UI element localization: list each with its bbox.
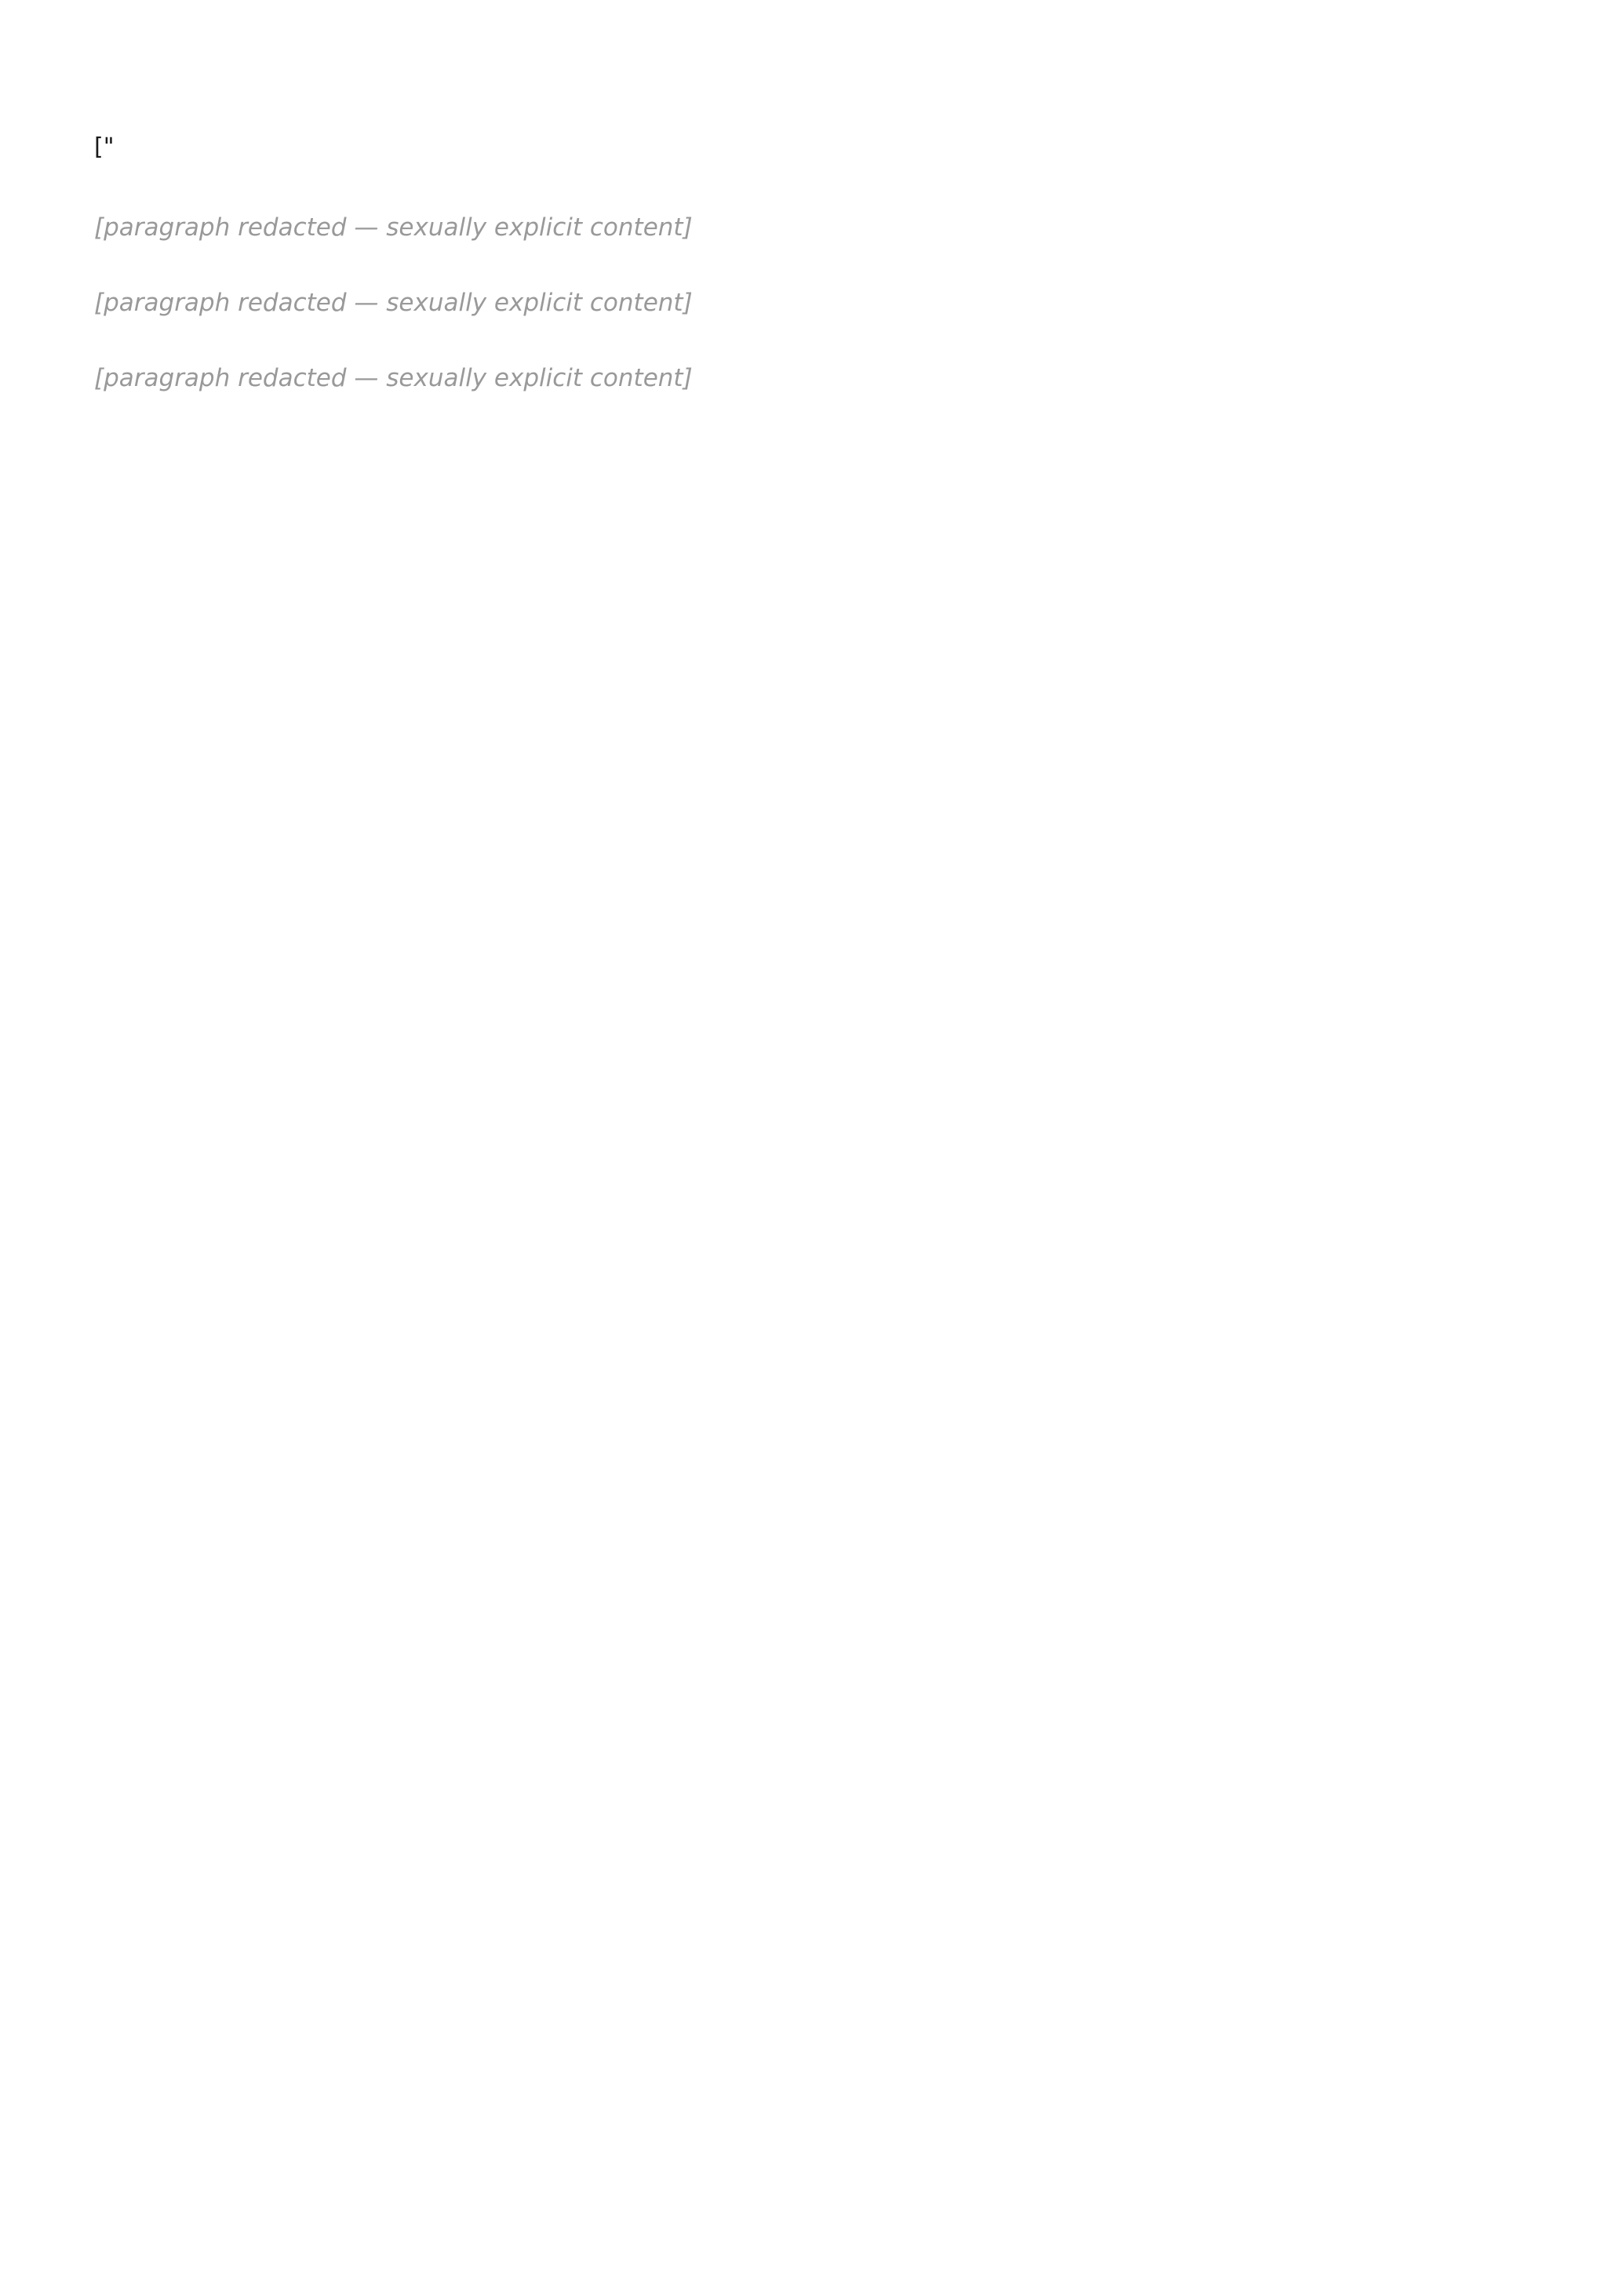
opening-bracket-token: ["	[94, 133, 115, 161]
paragraph-3: [paragraph redacted — sexually explicit content]	[94, 364, 693, 393]
paragraph-2: [paragraph redacted — sexually explicit content]	[94, 289, 693, 318]
paragraph-1: [paragraph redacted — sexually explicit content]	[94, 213, 693, 242]
